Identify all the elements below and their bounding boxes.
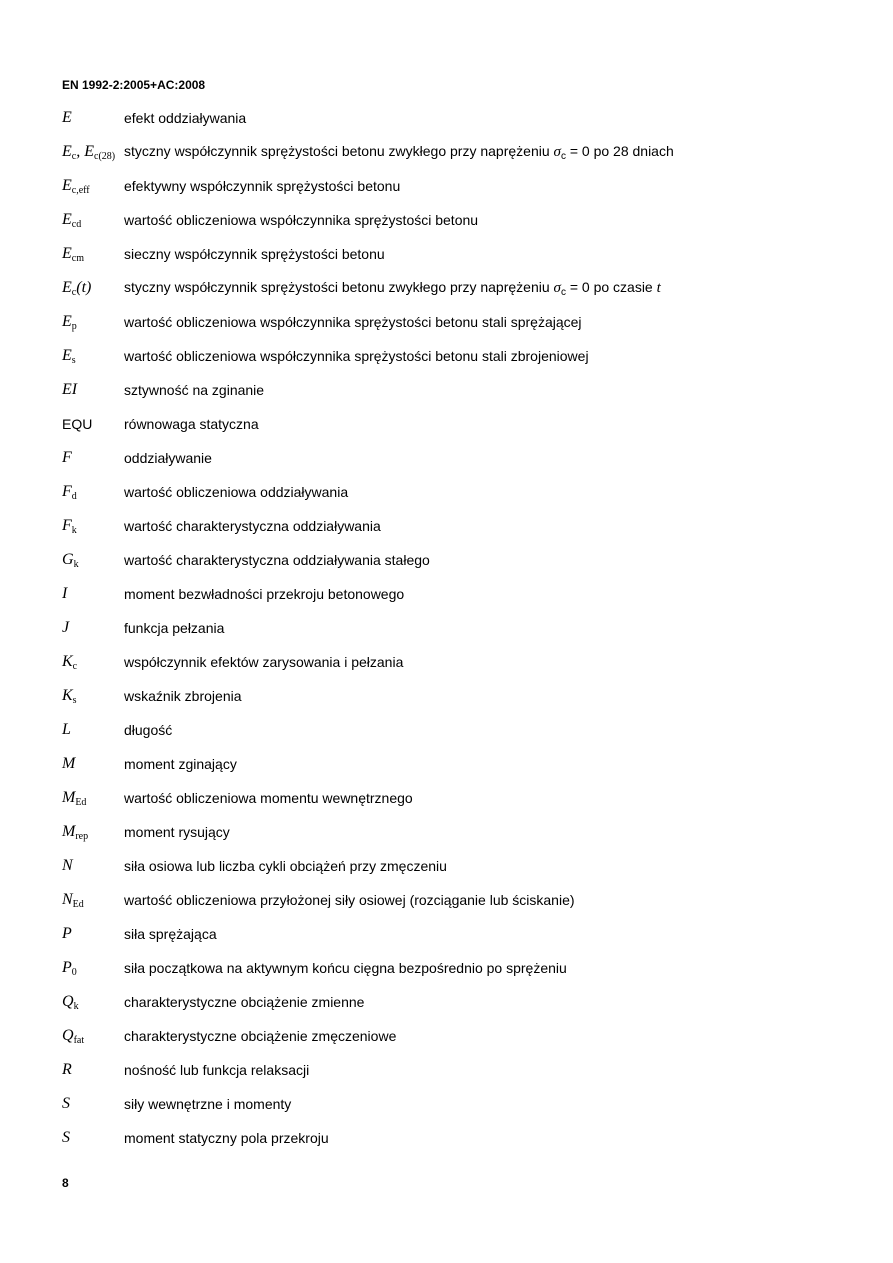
symbol: $Q_{fat}$	[62, 1027, 85, 1046]
symbol-row	[62, 917, 862, 951]
symbol-description: charakterystyczne obciążenie zmęczeniowe	[124, 1028, 397, 1044]
symbol-row	[62, 747, 862, 781]
symbol-row	[62, 1019, 862, 1053]
symbol-row	[62, 441, 862, 475]
symbol: $N_{Ed}$	[62, 891, 84, 910]
symbol: $E_c(t)$	[62, 279, 92, 298]
symbol-description: współczynnik efektów zarysowania i pełzania	[124, 654, 404, 670]
symbol-row	[62, 781, 862, 815]
symbol-description: efektywny współczynnik sprężystości betonu	[124, 178, 401, 194]
symbol-list	[62, 101, 862, 1155]
symbol: $F_k$	[62, 517, 77, 536]
symbol-description: siła osiowa lub liczba cykli obciążeń przy zmęczeniu	[124, 858, 447, 874]
symbol-description: siły wewnętrzne i momenty	[124, 1096, 292, 1112]
symbol-description: wartość obliczeniowa oddziaływania	[124, 484, 349, 500]
symbol-description: styczny współczynnik sprężystości betonu zwykłego przy naprężeniu $\sigma_c = 0$ po 28 dniach	[124, 143, 674, 162]
symbol-row	[62, 1121, 862, 1155]
symbol-row	[62, 985, 862, 1019]
symbol-row	[62, 237, 862, 271]
symbol-row	[62, 1087, 862, 1121]
symbol-row	[62, 815, 862, 849]
symbol: L	[62, 721, 71, 738]
symbol: EQU	[62, 416, 93, 432]
symbol: N	[62, 857, 73, 874]
symbol: $E_p$	[62, 313, 77, 332]
symbol-row	[62, 101, 862, 135]
symbol-description: efekt oddziaływania	[124, 110, 247, 126]
symbol: F	[62, 449, 72, 466]
symbol-row	[62, 509, 862, 543]
symbol-row	[62, 679, 862, 713]
symbol-row	[62, 135, 862, 169]
symbol: $E_{cd}$	[62, 211, 82, 230]
symbol-description: długość	[124, 722, 173, 738]
symbol: $F_d$	[62, 483, 77, 502]
symbol-row	[62, 713, 862, 747]
symbol: P	[62, 925, 72, 942]
symbol-description: moment zginający	[124, 756, 237, 772]
symbol-row	[62, 951, 862, 985]
symbol-description: moment statyczny pola przekroju	[124, 1130, 329, 1146]
symbol: S	[62, 1129, 70, 1146]
symbol-description: wartość obliczeniowa przyłożonej siły osiowej (rozciąganie lub ściskanie)	[124, 892, 575, 908]
symbol-description: siła sprężająca	[124, 926, 217, 942]
symbol: R	[62, 1061, 72, 1078]
symbol-row	[62, 1053, 862, 1087]
symbol: $K_s$	[62, 687, 77, 706]
symbol-description: sieczny współczynnik sprężystości betonu	[124, 246, 385, 262]
symbol-description: wartość obliczeniowa momentu wewnętrznego	[124, 790, 413, 806]
symbol-row	[62, 203, 862, 237]
symbol-description: styczny współczynnik sprężystości betonu zwykłego przy naprężeniu $\sigma_c = 0$ po czasie t	[124, 279, 661, 298]
symbol: $M_{Ed}$	[62, 789, 87, 808]
symbol: $E_c$, $E_{c(28)}$	[62, 143, 116, 162]
symbol: E	[62, 109, 72, 126]
symbol-description: charakterystyczne obciążenie zmienne	[124, 994, 365, 1010]
symbol-row	[62, 883, 862, 917]
symbol-row	[62, 849, 862, 883]
symbol-description: moment rysujący	[124, 824, 230, 840]
symbol-description: wartość charakterystyczna oddziaływania	[124, 518, 381, 534]
document-header: EN 1992-2:2005+AC:2008	[62, 78, 206, 92]
symbol: $P_0$	[62, 959, 77, 978]
symbol-description: wskaźnik zbrojenia	[124, 688, 242, 704]
symbol-row	[62, 169, 862, 203]
symbol-description: siła początkowa na aktywnym końcu cięgna bezpośrednio po sprężeniu	[124, 960, 567, 976]
symbol-row	[62, 611, 862, 645]
symbol-description: nośność lub funkcja relaksacji	[124, 1062, 310, 1078]
symbol-description: moment bezwładności przekroju betonowego	[124, 586, 405, 602]
symbol-row	[62, 305, 862, 339]
symbol: EI	[62, 381, 78, 398]
symbol: J	[62, 619, 70, 636]
symbol: $G_k$	[62, 551, 79, 570]
symbol: $E_{c,eff}$	[62, 177, 90, 196]
symbol-row	[62, 271, 862, 305]
symbol-description: wartość charakterystyczna oddziaływania stałego	[124, 552, 430, 568]
symbol-row	[62, 475, 862, 509]
symbol-description: wartość obliczeniowa współczynnika sprężystości betonu stali sprężającej	[124, 314, 582, 330]
symbol-description: sztywność na zginanie	[124, 382, 265, 398]
symbol-description: oddziaływanie	[124, 450, 212, 466]
symbol: $E_{cm}$	[62, 245, 84, 264]
symbol: $M_{rep}$	[62, 823, 89, 842]
symbol: $Q_k$	[62, 993, 79, 1012]
symbol-row	[62, 543, 862, 577]
symbol-row	[62, 339, 862, 373]
symbol-description: funkcja pełzania	[124, 620, 225, 636]
symbol-row	[62, 645, 862, 679]
symbol: I	[62, 585, 68, 602]
symbol: $K_c$	[62, 653, 78, 672]
symbol-description: wartość obliczeniowa współczynnika sprężystości betonu	[124, 212, 479, 228]
page-number: 8	[62, 1176, 69, 1190]
symbol-row	[62, 407, 862, 441]
symbol-row	[62, 373, 862, 407]
symbol-description: równowaga statyczna	[124, 416, 259, 432]
symbol-row	[62, 577, 862, 611]
symbol: $E_s$	[62, 347, 76, 366]
symbol: S	[62, 1095, 70, 1112]
symbol-description: wartość obliczeniowa współczynnika sprężystości betonu stali zbrojeniowej	[124, 348, 589, 364]
symbol: M	[62, 755, 76, 772]
